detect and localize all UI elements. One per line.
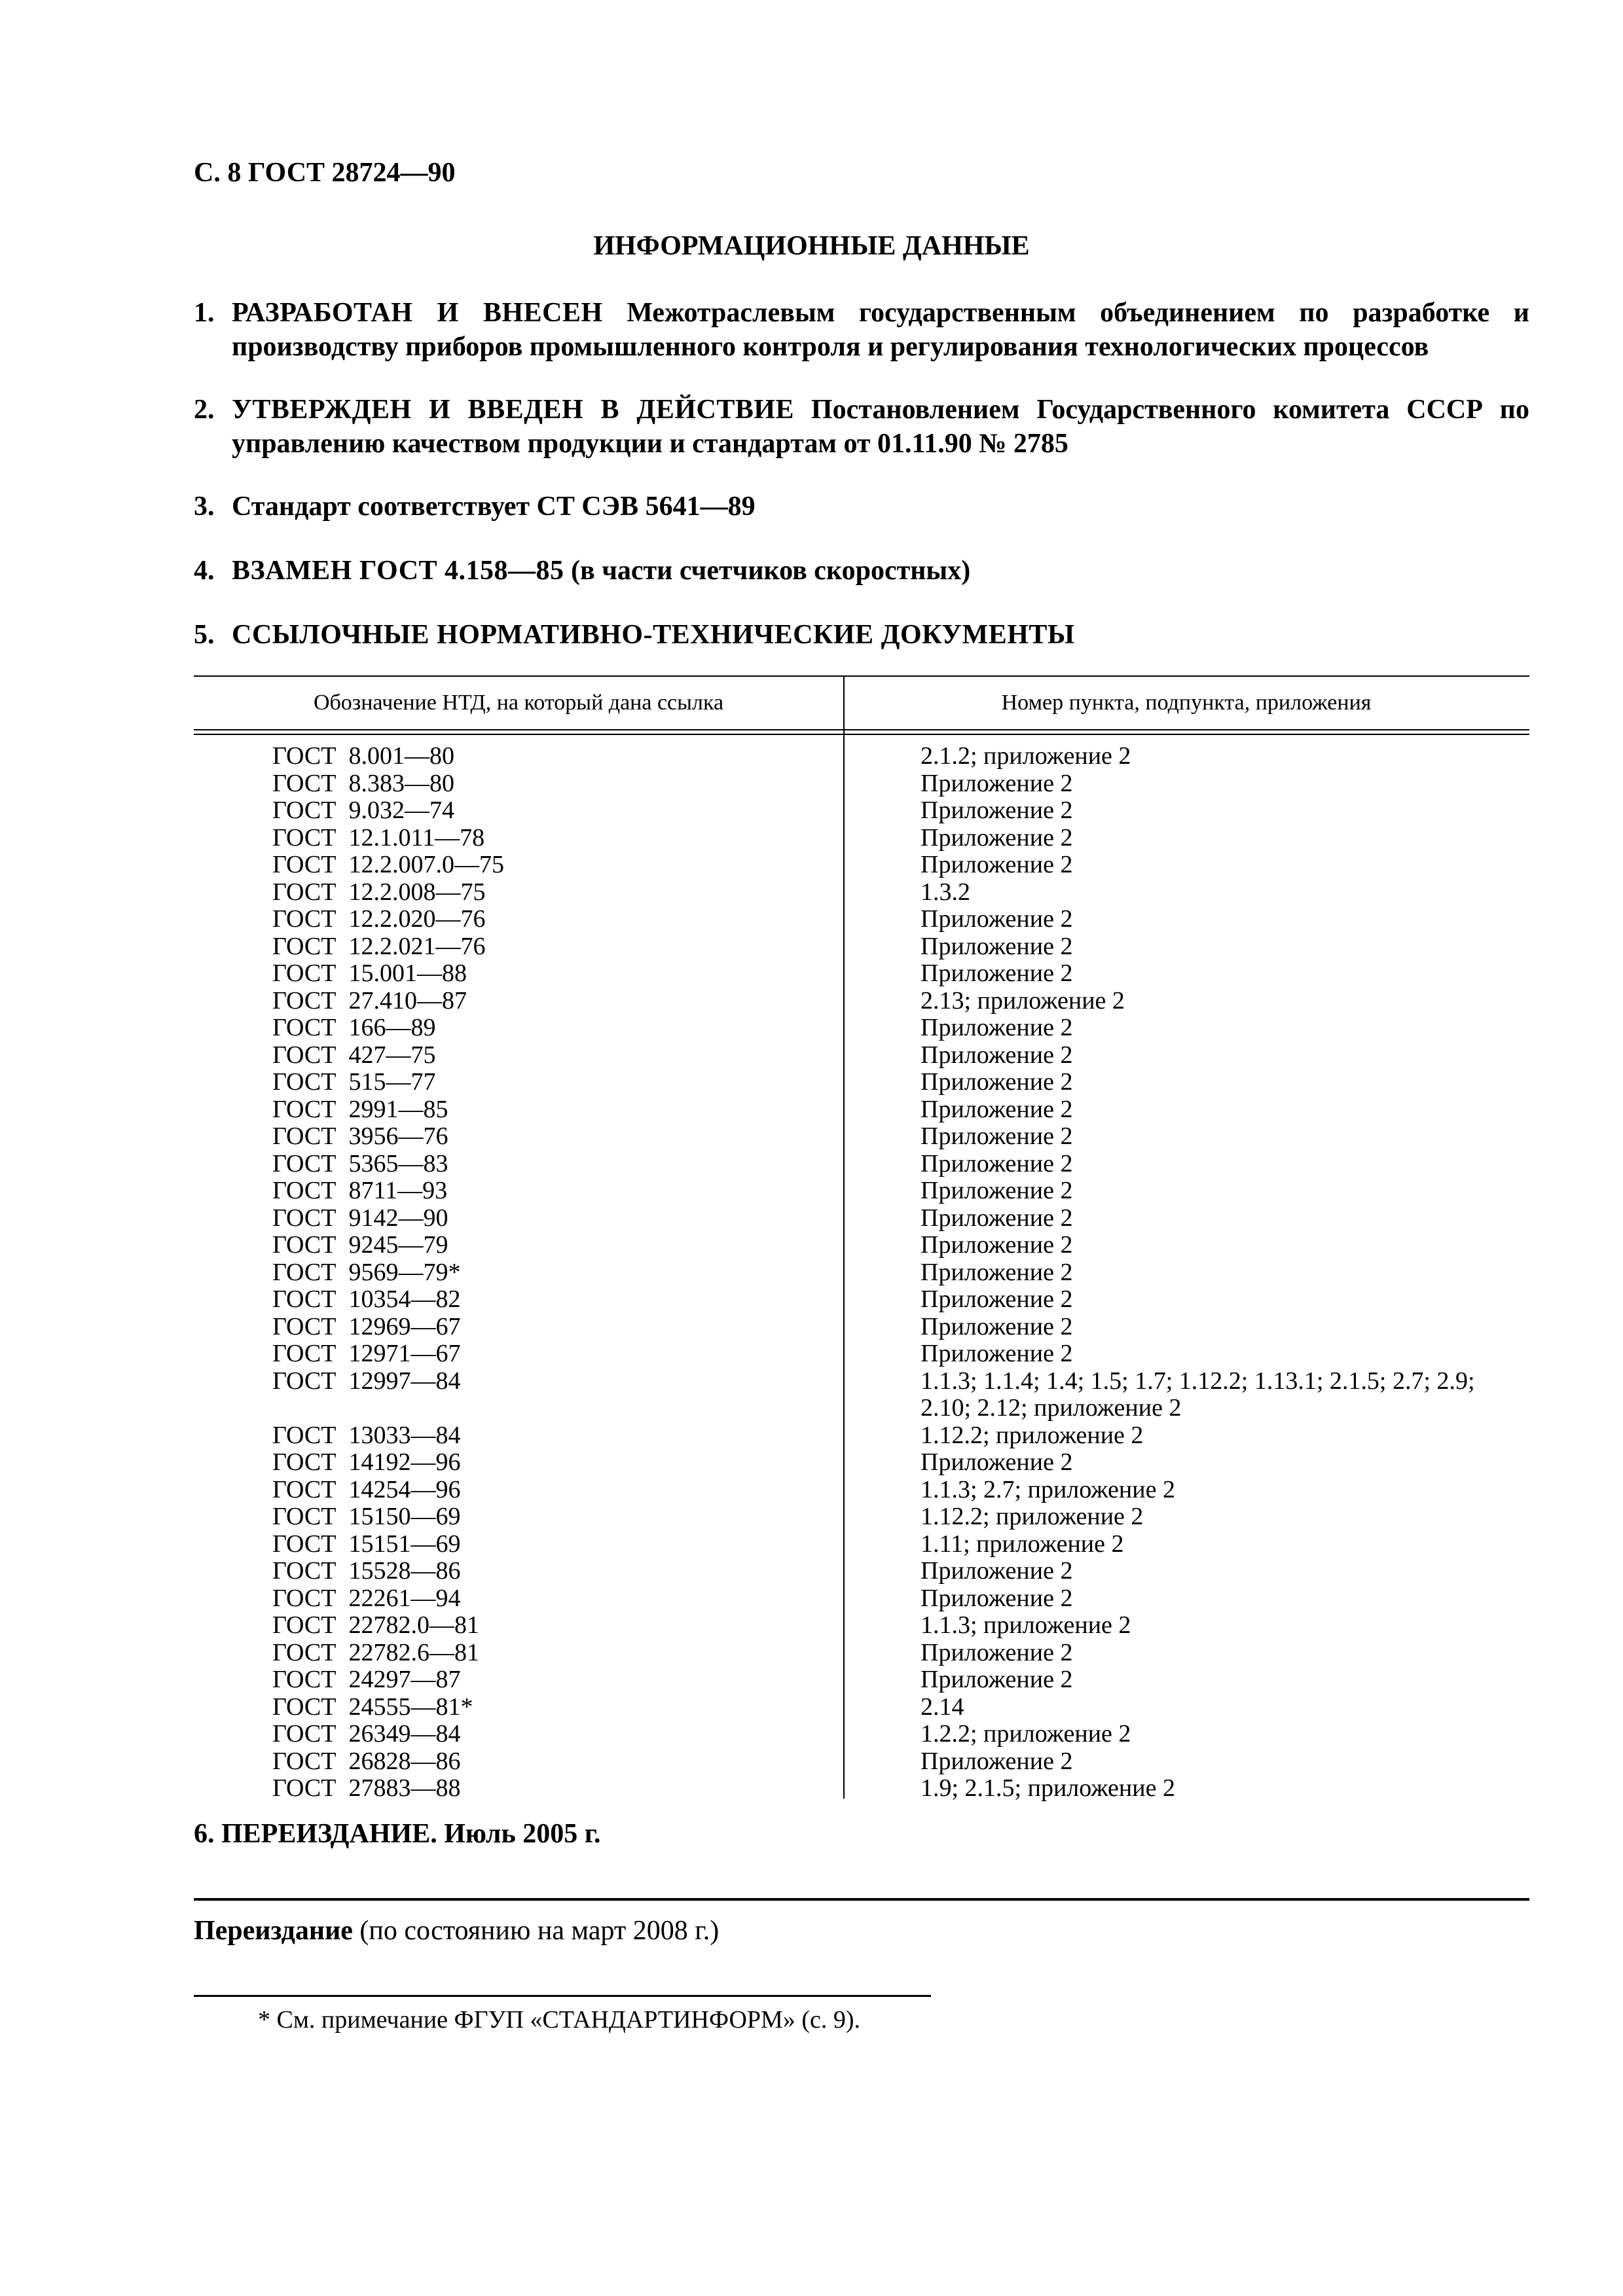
ntd-designation-cell: ГОСТ 12997—84 [272,1367,461,1395]
ntd-designation-cell: ГОСТ 166—89 [272,1014,436,1041]
clause-reference-cell: Приложение 2 [921,1204,1073,1232]
info-item-6: 6. ПЕРЕИЗДАНИЕ. Июль 2005 г. [194,1819,601,1849]
info-item-2 [194,393,1529,461]
clause-reference-cell: 2.13; приложение 2 [921,986,1125,1014]
table-row [194,960,1529,988]
references-table [194,675,1529,1803]
column-divider [843,675,845,1799]
table-row [194,1477,1529,1504]
ntd-designation-cell: ГОСТ 22782.0—81 [272,1611,479,1639]
clause-reference-cell: Приложение 2 [921,1557,1073,1585]
table-header-rule [194,729,1529,730]
table-row [194,1640,1529,1667]
item-number: 5. [194,620,215,650]
ntd-designation-cell: ГОСТ 27883—88 [272,1774,461,1802]
item-number: 1. [194,298,215,328]
table-row [194,1314,1529,1341]
ntd-designation-cell: ГОСТ 26349—84 [272,1720,461,1748]
ntd-designation-cell: ГОСТ 515—77 [272,1068,436,1096]
table-row [194,1259,1529,1287]
item-text: Межотраслевым государственным объединением по разработке и производству приборов промышленного контроля и регулирования технологических процессов [232,298,1529,362]
table-row [194,1069,1529,1096]
table-row [194,1612,1529,1640]
ntd-designation-cell: ГОСТ 8.383—80 [272,769,454,797]
table-row [194,852,1529,879]
table-row [194,1531,1529,1558]
ntd-designation-cell: ГОСТ 9245—79 [272,1231,448,1259]
page-code: С. 8 ГОСТ 28724—90 [194,158,456,188]
table-row [194,1286,1529,1314]
document-section-title: ИНФОРМАЦИОННЫЕ ДАННЫЕ [593,231,1030,261]
table-body [194,735,1529,1803]
table-row [194,988,1529,1015]
clause-reference-cell: 1.1.3; 1.1.4; 1.4; 1.5; 1.7; 1.12.2; 1.13.1; 2.1.5; 2.7; 2.9; 2.10; 2.12; приложение 2 [921,1367,1475,1422]
ntd-designation-cell: ГОСТ 15151—69 [272,1530,461,1558]
item-text: (в части счетчиков скоростных) [564,556,971,586]
clause-reference-cell: Приложение 2 [921,1177,1073,1204]
table-row [194,1449,1529,1477]
clause-reference-cell: Приложение 2 [921,932,1073,960]
ntd-designation-cell: ГОСТ 22782.6—81 [272,1638,479,1666]
table-row [194,1503,1529,1531]
table-row [194,1775,1529,1803]
ntd-designation-cell: ГОСТ 13033—84 [272,1421,461,1449]
ntd-designation-cell: ГОСТ 26828—86 [272,1747,461,1775]
ntd-designation-cell: ГОСТ 15.001—88 [272,960,467,987]
ntd-designation-cell: ГОСТ 12969—67 [272,1312,461,1340]
ntd-designation-cell: ГОСТ 12.2.007.0—75 [272,851,504,878]
ntd-designation-cell: ГОСТ 9569—79* [272,1258,461,1286]
ntd-designation-cell: ГОСТ 24297—87 [272,1666,461,1693]
clause-reference-cell: Приложение 2 [921,1041,1073,1069]
ntd-designation-cell: ГОСТ 12.2.008—75 [272,878,486,906]
ntd-designation-cell: ГОСТ 3956—76 [272,1122,448,1150]
ntd-designation-cell: ГОСТ 14254—96 [272,1475,461,1503]
ntd-designation-cell: ГОСТ 15150—69 [272,1503,461,1530]
table-row [194,879,1529,906]
ntd-designation-cell: ГОСТ 22261—94 [272,1584,461,1612]
clause-reference-cell: 1.9; 2.1.5; приложение 2 [921,1774,1175,1802]
table-row [194,1014,1529,1042]
table-row [194,1096,1529,1124]
item-text: Постановлением Государственного комитета СССР по управлению качеством продукции и стандартам от 01.11.90 № 2785 [232,395,1529,459]
info-item-3 [194,490,1529,524]
item-lead: УТВЕРЖДЕН И ВВЕДЕН В ДЕЙСТВИЕ [232,395,795,425]
item-lead: РАЗРАБОТАН И ВНЕСЕН [232,298,603,328]
ntd-designation-cell: ГОСТ 427—75 [272,1041,436,1069]
table-row [194,1205,1529,1232]
ntd-designation-cell: ГОСТ 12.1.011—78 [272,823,485,852]
clause-reference-cell: Приложение 2 [921,823,1073,852]
ntd-designation-cell: ГОСТ 2991—85 [272,1095,448,1123]
table-row [194,1340,1529,1368]
ntd-designation-cell: ГОСТ 9142—90 [272,1204,448,1232]
table-row [194,1042,1529,1069]
clause-reference-cell: Приложение 2 [921,1095,1073,1123]
clause-reference-cell: 1.1.3; приложение 2 [921,1611,1131,1639]
item-number: 3. [194,492,215,522]
info-item-1 [194,296,1529,364]
item-lead: ВЗАМЕН ГОСТ 4.158—85 [232,556,564,586]
table-row [194,770,1529,798]
table-row [194,1694,1529,1721]
table-header [194,677,1529,729]
clause-reference-cell: 2.14 [921,1693,964,1721]
ntd-designation-cell: ГОСТ 27.410—87 [272,986,467,1014]
clause-reference-cell: 1.1.3; 2.7; приложение 2 [921,1475,1175,1503]
reissue-text: (по состоянию на март 2008 г.) [352,1916,720,1946]
table-row [194,906,1529,933]
table-row [194,797,1529,825]
table-row [194,743,1529,770]
clause-reference-cell: 1.12.2; приложение 2 [921,1503,1144,1530]
clause-reference-cell: Приложение 2 [921,1068,1073,1096]
clause-reference-cell: Приложение 2 [921,769,1073,797]
column-header-clause: Номер пункта, подпункта, приложения [1001,691,1372,715]
footnote-rule [194,1995,931,1997]
table-row [194,1177,1529,1205]
table-row [194,825,1529,852]
ntd-designation-cell: ГОСТ 12971—67 [272,1340,461,1367]
item-lead: ССЫЛОЧНЫЕ НОРМАТИВНО-ТЕХНИЧЕСКИЕ ДОКУМЕНТЫ [232,620,1075,650]
clause-reference-cell: Приложение 2 [921,1448,1073,1476]
table-row [194,1558,1529,1585]
table-row [194,1748,1529,1776]
clause-reference-cell: Приложение 2 [921,851,1073,878]
clause-reference-cell: Приложение 2 [921,1231,1073,1259]
clause-reference-cell: Приложение 2 [921,1258,1073,1286]
footnote: * См. примечание ФГУП «СТАНДАРТИНФОРМ» (с. 9). [258,2006,861,2034]
column-header-designation: Обозначение НТД, на который дана ссылка [313,691,724,715]
clause-reference-cell: Приложение 2 [921,1584,1073,1612]
clause-reference-cell: 1.11; приложение 2 [921,1530,1124,1558]
clause-reference-cell: 1.2.2; приложение 2 [921,1720,1131,1748]
clause-reference-cell: Приложение 2 [921,1747,1073,1775]
table-row [194,1368,1529,1422]
clause-reference-cell: Приложение 2 [921,1285,1073,1313]
table-row [194,1585,1529,1613]
table-row [194,1151,1529,1178]
table-row [194,1721,1529,1748]
clause-reference-cell: Приложение 2 [921,797,1073,824]
clause-reference-cell: Приложение 2 [921,1340,1073,1367]
item-text: Стандарт соответствует СТ СЭВ 5641—89 [232,492,756,522]
clause-reference-cell: Приложение 2 [921,960,1073,987]
clause-reference-cell: Приложение 2 [921,1666,1073,1693]
ntd-designation-cell: ГОСТ 12.2.021—76 [272,932,486,960]
ntd-designation-cell: ГОСТ 10354—82 [272,1285,461,1313]
clause-reference-cell: Приложение 2 [921,1312,1073,1340]
table-row [194,933,1529,961]
reissue-rule [194,1898,1529,1901]
clause-reference-cell: Приложение 2 [921,1638,1073,1666]
ntd-designation-cell: ГОСТ 15528—86 [272,1557,461,1585]
table-row [194,1666,1529,1694]
item-number: 4. [194,556,215,586]
clause-reference-cell: 1.3.2 [921,878,970,906]
table-row [194,1123,1529,1151]
ntd-designation-cell: ГОСТ 8.001—80 [272,742,454,770]
ntd-designation-cell: ГОСТ 12.2.020—76 [272,905,486,933]
ntd-designation-cell: ГОСТ 24555—81* [272,1693,473,1721]
ntd-designation-cell: ГОСТ 9.032—74 [272,797,454,824]
ntd-designation-cell: ГОСТ 8711—93 [272,1177,448,1204]
clause-reference-cell: Приложение 2 [921,1149,1073,1177]
clause-reference-cell: Приложение 2 [921,1014,1073,1041]
clause-reference-cell: 2.1.2; приложение 2 [921,742,1131,770]
table-row [194,1422,1529,1450]
ntd-designation-cell: ГОСТ 5365—83 [272,1149,448,1177]
item-number: 2. [194,395,215,425]
clause-reference-cell: Приложение 2 [921,905,1073,933]
clause-reference-cell: 1.12.2; приложение 2 [921,1421,1144,1449]
reissue-note [194,1915,719,1946]
info-item-5 [194,618,1529,652]
table-row [194,1232,1529,1259]
info-item-4 [194,554,1529,588]
ntd-designation-cell: ГОСТ 14192—96 [272,1448,461,1476]
clause-reference-cell: Приложение 2 [921,1122,1073,1150]
reissue-label: Переиздание [194,1916,353,1946]
